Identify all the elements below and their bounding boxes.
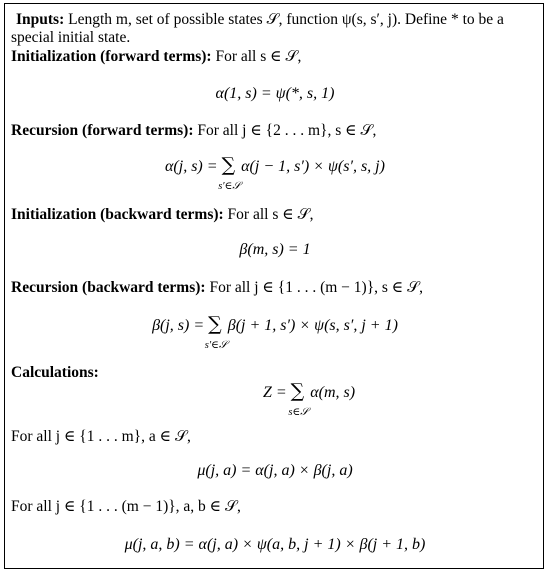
z-sum [288, 380, 309, 418]
sum-subscript: s′∈𝒮 [204, 340, 228, 351]
init-backward-label: Initialization (backward terms): [11, 206, 224, 223]
z-equation [39, 380, 550, 418]
calculations-label: Calculations: [11, 364, 99, 381]
inputs-label: Inputs: [16, 11, 65, 28]
rec-backward-text: For all j ∈ {1 . . . (m − 1)}, s ∈ 𝒮, [205, 279, 424, 296]
rec-backward-eq-right: β(j + 1, s′) × ψ(s, s′, j + 1) [223, 317, 398, 334]
inputs-line-2: special initial state. [11, 29, 131, 46]
algorithm-box [4, 3, 544, 569]
z-eq-left: Z = [262, 384, 291, 401]
sum-subscript: s∈𝒮 [288, 407, 309, 418]
sum-symbol: ∑ [221, 154, 236, 176]
sum-symbol: ∑ [208, 313, 222, 335]
rec-forward-text: For all j ∈ {2 . . . m}, s ∈ 𝒮, [193, 122, 377, 139]
rec-forward-heading [11, 122, 376, 140]
init-forward-equation: α(1, s) = ψ(*, s, 1) [215, 85, 335, 102]
inputs-line-1 [16, 11, 504, 29]
rec-forward-eq-left: α(j, s) = [165, 158, 222, 175]
mu-single-equation: μ(j, a) = α(j, a) × β(j, a) [197, 462, 353, 479]
init-forward-text: For all s ∈ 𝒮, [211, 48, 302, 65]
mu-pair-text: For all j ∈ {1 . . . (m − 1)}, a, b ∈ 𝒮, [11, 498, 241, 515]
rec-backward-equation [5, 313, 545, 351]
z-eq-right: α(m, s) [306, 384, 356, 401]
init-backward-text: For all s ∈ 𝒮, [223, 206, 314, 223]
init-forward-label: Initialization (forward terms): [11, 48, 212, 65]
rec-forward-eq-right: α(j − 1, s′) × ψ(s′, s, j) [237, 158, 385, 175]
mu-pair-equation: μ(j, a, b) = α(j, a) × ψ(a, b, j + 1) × β(j + 1, b) [124, 536, 426, 553]
sum-symbol: ∑ [290, 380, 305, 402]
rec-forward-sum [218, 154, 241, 192]
rec-backward-eq-left: β(j, s) = [152, 317, 209, 334]
rec-forward-equation [5, 154, 545, 192]
rec-backward-sum [204, 313, 228, 351]
inputs-text: Length m, set of possible states 𝒮, function ψ(s, s′, j). Define * to be a [64, 11, 504, 28]
mu-single-text: For all j ∈ {1 . . . m}, a ∈ 𝒮, [11, 428, 191, 445]
init-backward-heading [11, 206, 313, 224]
init-backward-equation: β(m, s) = 1 [239, 241, 311, 258]
sum-subscript: s′∈𝒮 [218, 181, 241, 192]
rec-forward-label: Recursion (forward terms): [11, 122, 194, 139]
rec-backward-heading [11, 279, 423, 297]
rec-backward-label: Recursion (backward terms): [11, 279, 206, 296]
init-forward-heading [11, 48, 301, 66]
